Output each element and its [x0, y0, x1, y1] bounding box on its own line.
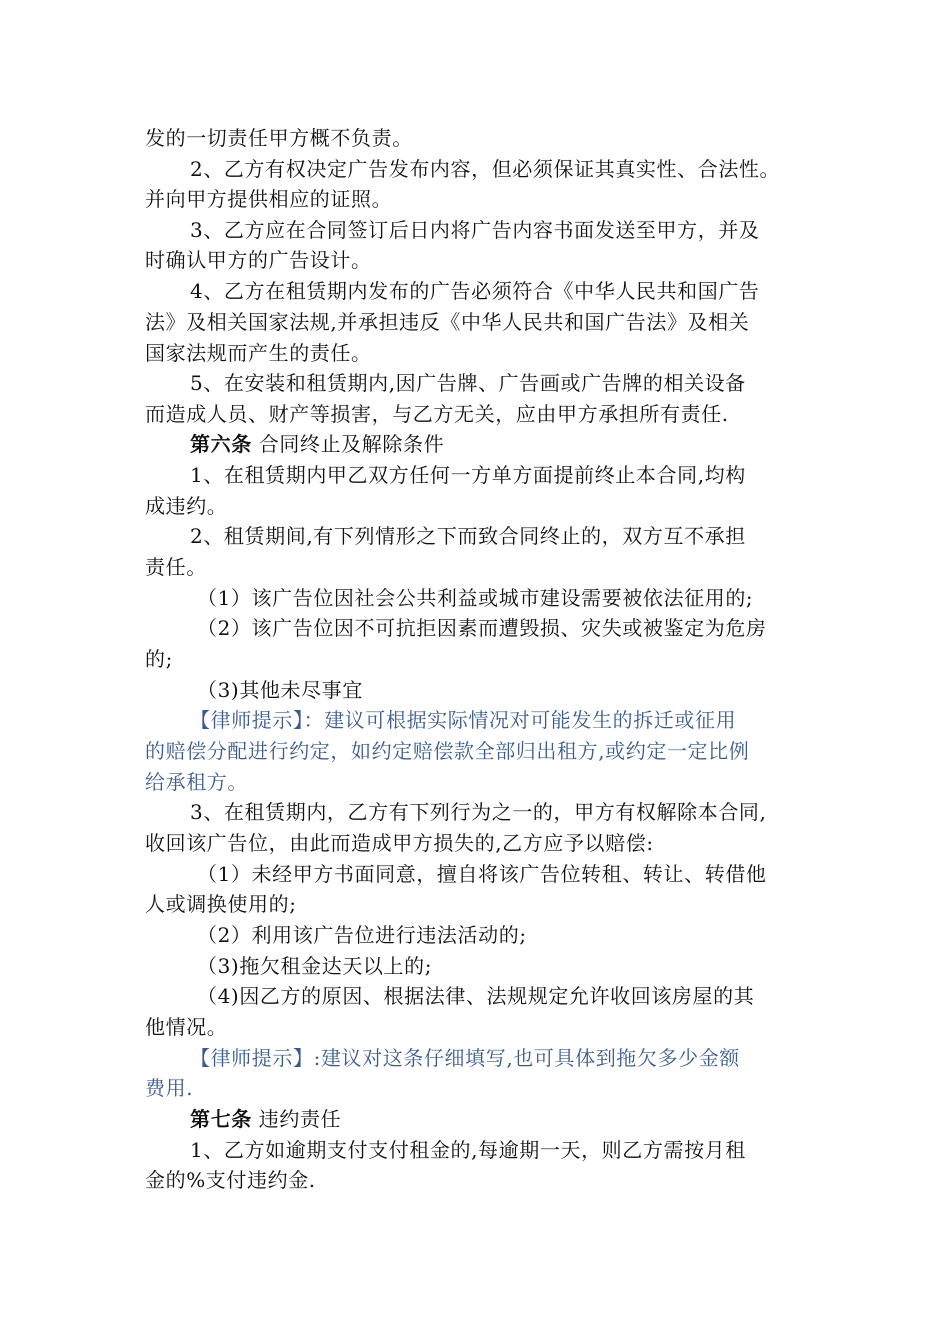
text-line: 国家法规而产生的责任。 [145, 341, 372, 365]
lawyer-tip-line: 给承租方。 [145, 770, 248, 794]
text-line: （4)因乙方的原因、根据法律、法规规定允许收回该房屋的其 [197, 984, 755, 1008]
text-line: 3、在租赁期内，乙方有下列行为之一的，甲方有权解除本合同, [190, 800, 767, 824]
text-line: 时确认甲方的广告设计。 [145, 248, 372, 272]
text-line: （3)其他未尽事宜 [197, 678, 363, 702]
text-line: 2、乙方有权决定广告发布内容，但必须保证其真实性、合法性。 [190, 157, 781, 181]
lawyer-tip-line: 费用. [145, 1076, 194, 1100]
section-number: 第六条 [190, 432, 252, 456]
text-line: 法》及相关国家法规,并承担违反《中华人民共和国广告法》及相关 [145, 310, 750, 334]
section-number: 第七条 [190, 1107, 252, 1131]
text-line: 3、乙方应在合同签订后日内将广告内容书面发送至甲方，并及 [190, 218, 760, 242]
lawyer-tip-line: 的赔偿分配进行约定，如约定赔偿款全部归出租方,或约定一定比例 [145, 739, 750, 763]
text-line: 成违约。 [145, 494, 228, 518]
text-line: 1、乙方如逾期支付支付租金的,每逾期一天，则乙方需按月租 [190, 1138, 746, 1162]
text-line: （1）未经甲方书面同意，擅自将该广告位转租、转让、转借他 [197, 862, 767, 886]
section-heading-6 [190, 429, 870, 459]
text-line: 金的%支付违约金. [145, 1168, 316, 1192]
text-line: 发的一切责任甲方概不负责。 [145, 126, 413, 150]
section-heading-7 [190, 1104, 870, 1134]
text-line: （1）该广告位因社会公共利益或城市建设需要被依法征用的; [197, 586, 754, 610]
text-line: 1、在租赁期内甲乙双方任何一方单方面提前终止本合同,均构 [190, 463, 746, 487]
text-line: （2）利用该广告位进行违法活动的; [197, 923, 527, 947]
section-title: 合同终止及解除条件 [258, 432, 445, 456]
text-line: 2、租赁期间,有下列情形之下而致合同终止的，双方互不承担 [190, 524, 746, 548]
lawyer-tip-line: 【律师提示】:建议对这条仔细填写,也可具体到拖欠多少金额 [190, 1046, 740, 1070]
text-line: 的; [145, 647, 173, 671]
text-line: 他情况。 [145, 1015, 228, 1039]
text-line: 5、在安装和租赁期内,因广告牌、广告画或广告牌的相关设备 [190, 371, 746, 395]
lawyer-tip-line: 【律师提示】：建议可根据实际情况对可能发生的拆迁或征用 [190, 708, 737, 732]
text-line: 责任。 [145, 555, 207, 579]
section-title: 违约责任 [258, 1107, 342, 1131]
text-line: 而造成人员、财产等损害，与乙方无关，应由甲方承担所有责任. [145, 402, 729, 426]
text-line: （3)拖欠租金达天以上的; [197, 954, 433, 978]
text-line: 人或调换使用的; [145, 892, 297, 916]
text-line: 4、乙方在租赁期内发布的广告必须符合《中华人民共和国广告 [190, 279, 760, 303]
text-line: （2）该广告位因不可抗拒因素而遭毁损、灾失或被鉴定为危房 [197, 616, 767, 640]
text-line: 并向甲方提供相应的证照。 [145, 187, 393, 211]
text-line: 收回该广告位，由此而造成甲方损失的,乙方应予以赔偿: [145, 831, 654, 855]
